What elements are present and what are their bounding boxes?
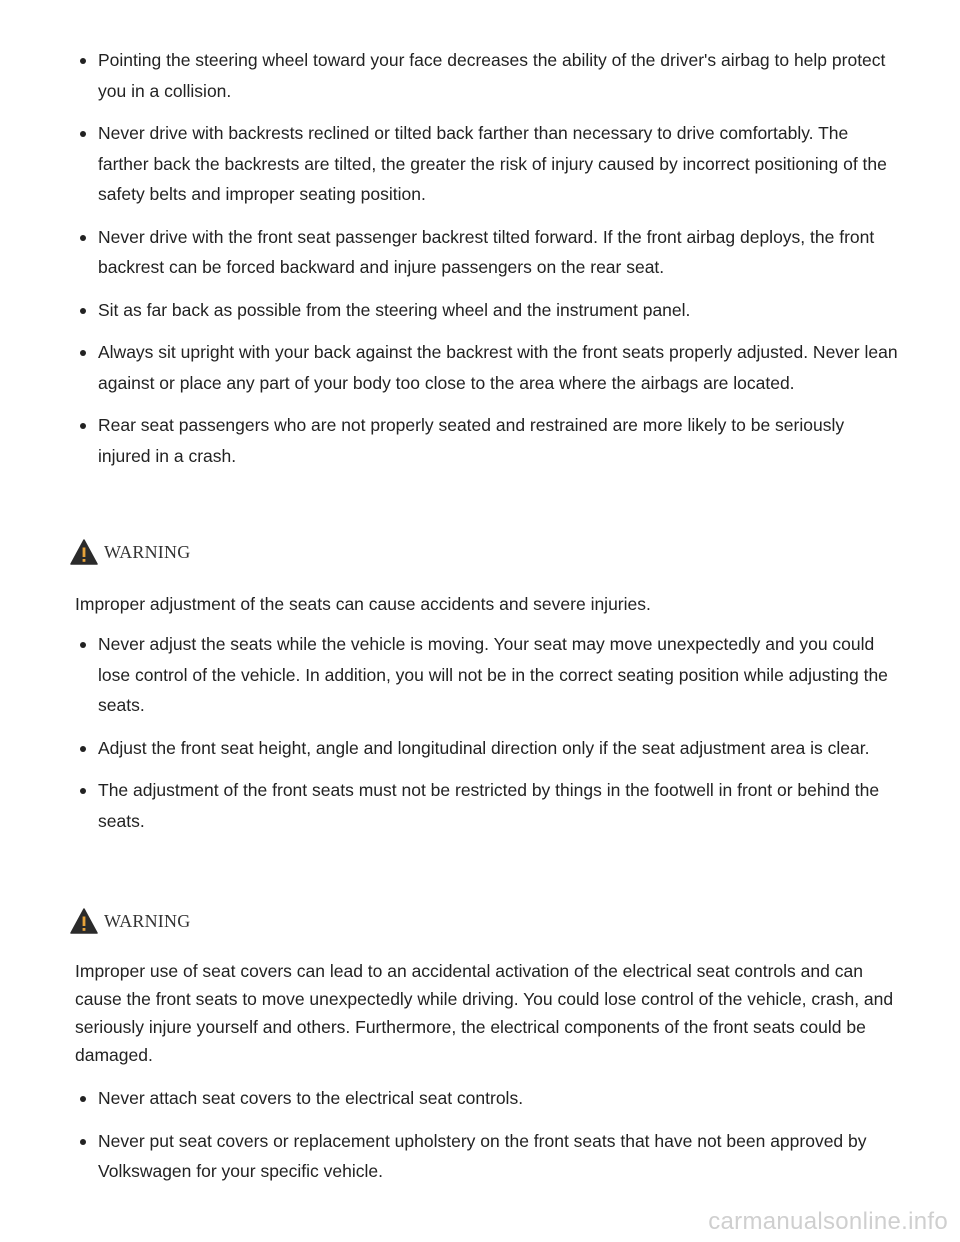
list-item: Adjust the front seat height, angle and longitudinal direction only if the seat adjustment area is clear. (0, 733, 960, 764)
warning-label: WARNING (104, 541, 191, 562)
warning-heading (70, 908, 190, 934)
list-item: Never adjust the seats while the vehicle is moving. Your seat may move unexpectedly and you could lose control of the vehicle. In addition, you will not be in the correct seating position while adjusting the seats. (0, 629, 960, 721)
warning1-bullet-list (0, 629, 960, 848)
list-item: Never drive with the front seat passenger backrest tilted forward. If the front airbag deploys, the front backrest can be forced backward and injure passengers on the rear seat. (0, 222, 960, 283)
list-item: Never put seat covers or replacement upholstery on the front seats that have not been approved by Volkswagen for your specific vehicle. (0, 1126, 960, 1187)
warning-intro: Improper use of seat covers can lead to an accidental activation of the electrical seat controls and can cause the front seats to move unexpectedly while driving. You could lose control of the vehicle, crash, and seriously injure yourself and others. Furthermore, the electrical components of the front seats could be damaged. (75, 961, 894, 1065)
list-item: Never drive with backrests reclined or tilted back farther than necessary to drive comfortably. The farther back the backrests are tilted, the greater the risk of injury caused by incorrect positioning of the safety belts and improper seating position. (0, 118, 960, 210)
warning-triangle-icon (70, 908, 98, 934)
warning-label: WARNING (104, 910, 191, 931)
warning2-bullet-list (0, 1083, 960, 1199)
top-bullet-list (0, 45, 960, 483)
list-item: Rear seat passengers who are not properly seated and restrained are more likely to be seriously injured in a crash. (0, 410, 960, 471)
warning-intro: Improper adjustment of the seats can cause accidents and severe injuries. (75, 594, 651, 614)
warning-heading (70, 539, 190, 565)
list-item: The adjustment of the front seats must not be restricted by things in the footwell in front or behind the seats. (0, 775, 960, 836)
site-watermark: carmanualsonline.info (708, 1208, 948, 1235)
list-item: Sit as far back as possible from the steering wheel and the instrument panel. (0, 295, 960, 326)
list-item: Always sit upright with your back against the backrest with the front seats properly adjusted. Never lean against or place any part of your body too close to the area where the airbags are located. (0, 337, 960, 398)
list-item: Never attach seat covers to the electrical seat controls. (0, 1083, 960, 1114)
list-item: Pointing the steering wheel toward your face decreases the ability of the driver's airbag to help protect you in a collision. (0, 45, 960, 106)
warning-triangle-icon (70, 539, 98, 565)
